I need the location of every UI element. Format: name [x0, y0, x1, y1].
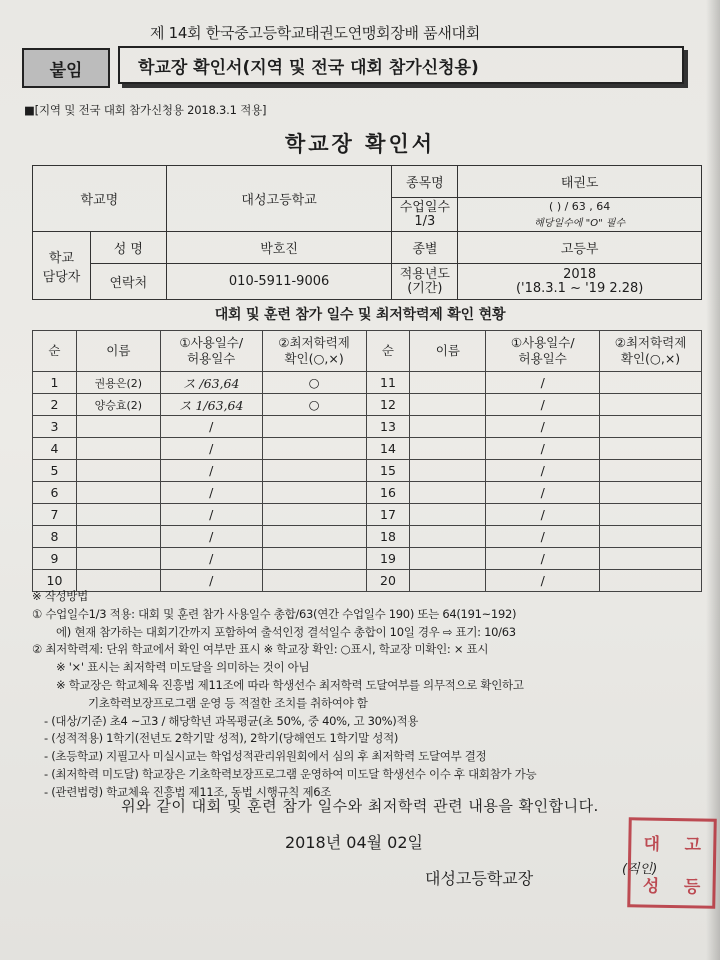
col-header-name: 이름 — [76, 331, 160, 372]
seal-label: (직인) — [622, 862, 658, 877]
note-line: 에) 현재 참가하는 대회기간까지 포함하여 출석인정 결석일수 총합이 10일 경우 ⇨ 표기: 10/63 — [56, 624, 516, 639]
row-no-2: 15 — [366, 460, 410, 482]
col-header-days-2-line2: 허용일수 — [518, 351, 567, 366]
col-header-name-2: 이름 — [410, 331, 486, 372]
year-label-line1: 적용년도 — [399, 266, 450, 282]
row-days: ス /63,64 — [160, 372, 262, 394]
seal-glyph: 등 — [683, 876, 701, 897]
row-no: 4 — [33, 438, 77, 460]
note-line: ※ 작성방법 — [32, 589, 88, 603]
form-title-box: 학교장 확인서(지역 및 전국 대회 참가신청용) — [118, 46, 684, 84]
col-header-no: 순 — [33, 331, 77, 372]
row-no-2: 16 — [366, 482, 410, 504]
row-name-2 — [410, 438, 486, 460]
attachment-tag: 붙임 — [22, 48, 110, 88]
col-header-check-2-line2: 확인(○,×) — [620, 351, 681, 366]
note-line: - (대상/기준) 초4 ~고3 / 해당학년 과목평균(초 50%, 중 40%, 고 30%)적용 — [44, 713, 419, 728]
row-check-2 — [600, 548, 702, 570]
row-name — [76, 548, 160, 570]
row-check-2 — [600, 482, 702, 504]
row-name — [76, 504, 160, 526]
days-label-line1: 수업일수 — [399, 199, 450, 215]
seal-glyph: 성 — [642, 875, 660, 897]
days-note: 해당일수에 "O" 필수 — [534, 218, 626, 229]
row-no-2: 14 — [366, 438, 410, 460]
row-days: / — [160, 526, 262, 548]
year-value-line2: ('18.3.1 ~ '19 2.28) — [515, 280, 644, 296]
manager-label-line1: 학교 — [48, 250, 75, 266]
name-value: 박호진 — [166, 232, 392, 264]
row-check-2 — [600, 504, 702, 526]
col-header-check-line2: 확인(○,×) — [284, 351, 344, 366]
row-check-2 — [600, 460, 702, 482]
table-row — [33, 504, 702, 526]
row-days: / — [160, 548, 262, 570]
note-line: ② 최저학력제: 단위 학교에서 확인 여부만 표시 ※ 학교장 확인: ○표시, 학교장 미확인: × 표시 — [32, 642, 489, 657]
event-label: 종목명 — [392, 166, 458, 198]
manager-label-line2: 담당자 — [42, 269, 81, 285]
row-days: / — [160, 460, 262, 482]
row-no-2: 13 — [366, 416, 410, 438]
row-days-2: / — [486, 526, 600, 548]
table-row — [33, 460, 702, 482]
row-check-2 — [600, 438, 702, 460]
row-check: ○ — [262, 394, 366, 416]
col-header-days-line1: ①사용일수/ — [179, 335, 244, 350]
col-header-no-2: 순 — [366, 331, 410, 372]
row-days: / — [160, 416, 262, 438]
row-name-2 — [410, 548, 486, 570]
row-days-2: / — [486, 460, 600, 482]
table-row — [33, 416, 702, 438]
event-value: 태권도 — [458, 166, 702, 198]
participation-table — [32, 330, 702, 592]
row-check — [262, 526, 366, 548]
note-line: - (관련법령) 학교체육 진흥법 제11조, 동법 시행규칙 제6조 — [44, 784, 332, 799]
row-check — [262, 504, 366, 526]
table-row — [33, 372, 702, 394]
row-check — [262, 482, 366, 504]
form-version-note: ■[지역 및 전국 대회 참가신청용 2018.3.1 적용] — [24, 103, 267, 117]
school-name-value: 대성고등학교 — [166, 166, 392, 232]
col-header-check-2-line1: ②최저학력제 — [614, 335, 687, 350]
row-name-2 — [410, 460, 486, 482]
row-name-2 — [410, 372, 486, 394]
note-line: ※ '×' 표시는 최저학력 미도달을 의미하는 것이 아님 — [56, 660, 310, 675]
row-name: 권용은(2) — [76, 372, 160, 394]
row-days-2: / — [486, 548, 600, 570]
row-name — [76, 526, 160, 548]
row-name — [76, 460, 160, 482]
note-line: - (최저학력 미도달) 학교장은 기초학력보장프로그램 운영하여 미도달 학생선수 이수 후 대회참가 가능 — [44, 766, 537, 781]
col-header-check-2 — [600, 331, 702, 372]
note-line: ① 수업일수1/3 적용: 대회 및 훈련 참가 사용일수 총합/63(연간 수업일수 190) 또는 64(191~192) — [32, 606, 517, 621]
row-days-2: / — [486, 438, 600, 460]
row-name-2 — [410, 526, 486, 548]
col-header-check — [262, 331, 366, 372]
issue-date: 2018년 04월 02일 — [285, 833, 423, 852]
col-header-days-line2: 허용일수 — [187, 351, 236, 366]
row-check — [262, 548, 366, 570]
row-name-2 — [410, 394, 486, 416]
note-line: 기초학력보장프로그램 운영 등 적절한 조치를 취하여야 함 — [88, 695, 368, 710]
note-line: - (초등학교) 지필고사 미실시교는 학업성적관리위원회에서 심의 후 최저학력 도달여부 결정 — [44, 749, 487, 764]
row-name-2 — [410, 482, 486, 504]
year-label-line2: (기간) — [407, 280, 443, 296]
row-no: 3 — [33, 416, 77, 438]
col-header-days-2-line1: ①사용일수/ — [510, 335, 575, 350]
row-no-2: 18 — [366, 526, 410, 548]
status-section-title: 대회 및 훈련 참가 일수 및 최저학력제 확인 현황 — [214, 307, 506, 323]
row-name — [76, 482, 160, 504]
note-line: - (성적적용) 1학기(전년도 2학기말 성적), 2학기(당해연도 1학기말 성적) — [44, 731, 399, 746]
table-row — [33, 482, 702, 504]
row-name: 양승효(2) — [76, 394, 160, 416]
row-days: / — [160, 482, 262, 504]
row-name-2 — [410, 416, 486, 438]
days-value: ( ) / 63 , 64 — [549, 200, 611, 213]
row-days: ス 1/63,64 — [160, 394, 262, 416]
row-check — [262, 460, 366, 482]
col-header-days — [160, 331, 262, 372]
row-days-2: / — [486, 372, 600, 394]
event-title: 제 14회 한국중고등학교태권도연맹회장배 품새대회 — [150, 24, 480, 42]
row-days-2: / — [486, 504, 600, 526]
row-no-2: 11 — [366, 372, 410, 394]
note-line: ※ 학교장은 학교체육 진흥법 제11조에 따라 학생선수 최저학력 도달여부를 의무적으로 확인하고 — [56, 677, 524, 692]
row-check-2 — [600, 416, 702, 438]
row-days: / — [160, 504, 262, 526]
signer-name: 대성고등학교장 — [425, 869, 534, 888]
contact-label: 연락처 — [90, 264, 166, 300]
table-row — [33, 548, 702, 570]
row-no-2: 19 — [366, 548, 410, 570]
manager-label — [33, 232, 91, 300]
seal-glyph: 고 — [684, 834, 702, 856]
row-no: 8 — [33, 526, 77, 548]
row-days: / — [160, 438, 262, 460]
col-header-check-line1: ②최저학력제 — [278, 335, 350, 350]
days-label — [392, 198, 458, 232]
school-info-table — [32, 165, 702, 300]
days-cell — [458, 198, 702, 232]
row-check-2 — [600, 394, 702, 416]
row-days-2: / — [486, 394, 600, 416]
row-name — [76, 438, 160, 460]
document-title: 학교장 확인서 — [284, 132, 436, 156]
row-no-2: 20 — [366, 570, 410, 592]
row-days-2: / — [486, 570, 600, 592]
instructions-block — [32, 588, 712, 802]
col-header-days-2 — [486, 331, 600, 372]
row-days: / — [160, 570, 262, 592]
row-no: 7 — [33, 504, 77, 526]
year-value-line1: 2018 — [563, 266, 597, 282]
row-days-2: / — [486, 482, 600, 504]
row-no: 9 — [33, 548, 77, 570]
confirmation-statement: 위와 같이 대회 및 훈련 참가 일수와 최저학력 관련 내용을 확인합니다. — [121, 797, 599, 815]
table-row — [33, 526, 702, 548]
row-check-2 — [600, 526, 702, 548]
row-no: 6 — [33, 482, 77, 504]
row-check — [262, 438, 366, 460]
seal-glyph: 대 — [643, 834, 661, 855]
contact-value: 010-5911-9006 — [166, 264, 392, 300]
row-days-2: / — [486, 416, 600, 438]
row-no: 10 — [33, 570, 77, 592]
table-row — [33, 438, 702, 460]
year-value — [458, 264, 702, 300]
row-no: 1 — [33, 372, 77, 394]
division-label: 종별 — [392, 232, 458, 264]
row-no-2: 12 — [366, 394, 410, 416]
row-check: ○ — [262, 372, 366, 394]
name-label: 성 명 — [90, 232, 166, 264]
row-check-2 — [600, 372, 702, 394]
row-name — [76, 416, 160, 438]
table-row — [33, 394, 702, 416]
row-name-2 — [410, 504, 486, 526]
row-no-2: 17 — [366, 504, 410, 526]
row-no: 2 — [33, 394, 77, 416]
row-no: 5 — [33, 460, 77, 482]
days-label-line2: 1/3 — [414, 213, 436, 229]
division-value: 고등부 — [458, 232, 702, 264]
year-label — [392, 264, 458, 300]
school-name-label: 학교명 — [33, 166, 167, 232]
row-check — [262, 416, 366, 438]
